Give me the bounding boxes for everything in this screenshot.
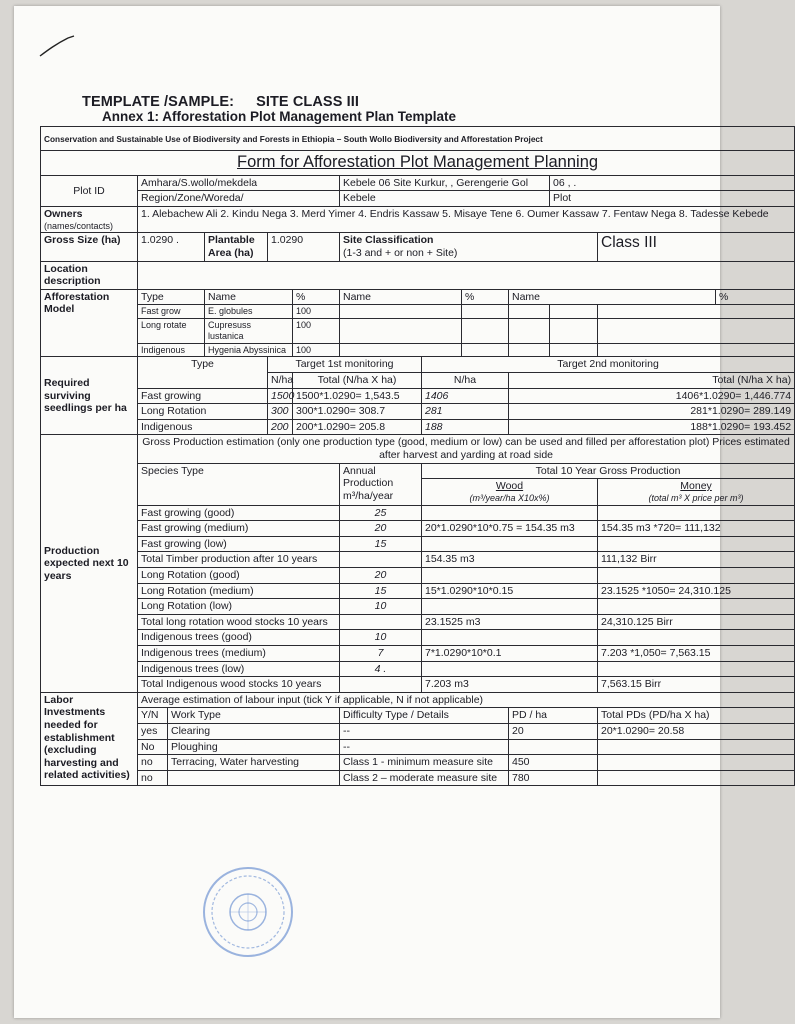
site-classification-sublabel: (1-3 and + or non + Site) [343, 246, 458, 259]
site-class-value: Class III [598, 233, 795, 261]
labor-total [598, 770, 795, 786]
production-row [41, 521, 795, 537]
production-annual [340, 552, 422, 568]
model-species: Hygenia Abyssinica [205, 343, 293, 357]
region-label: Region/Zone/Woreda/ [138, 191, 340, 207]
production-wood [422, 505, 598, 521]
seedling-t2: 188*1.0290= 193.452 [509, 419, 795, 435]
seedling-n1: 300 [268, 404, 293, 420]
annex-title: Annex 1: Afforestation Plot Management Plan Template [102, 109, 457, 124]
labor-difficulty: -- [340, 739, 509, 755]
model-row [41, 343, 795, 357]
wood-unit: (m³/year/ha X10x%) [469, 492, 550, 503]
money-header-cell [598, 479, 795, 505]
plot-id-row [41, 175, 795, 191]
model-row [41, 305, 795, 319]
labor-header-row [41, 708, 795, 724]
nha-header-1: N/ha [268, 373, 293, 389]
model-name-header-2: Name [340, 289, 462, 305]
seedling-t2: 281*1.0290= 289.149 [509, 404, 795, 420]
model-type: Fast grow [138, 305, 205, 319]
wood-header: Wood [495, 480, 524, 493]
labor-pd [509, 739, 598, 755]
production-note-row [41, 435, 795, 463]
model-type-header: Type [138, 289, 205, 305]
seedlings-header-row [41, 357, 795, 373]
owners-label-cell [41, 206, 138, 232]
production-money [598, 568, 795, 584]
labor-difficulty: Class 1 - minimum measure site [340, 755, 509, 771]
production-species: Fast growing (good) [138, 505, 340, 521]
project-title: Conservation and Sustainable Use of Biodiversity and Forests in Ethiopia – South Wollo Biodiversity and Afforestation Project [41, 127, 795, 151]
production-annual: 4 . [340, 661, 422, 677]
production-note: Gross Production estimation (only one production type (good, medium or low) can be used and filled per afforestation plot) Prices estimated after harvest and yarding at road side [138, 435, 795, 463]
model-species: Cupresuss lustanica [205, 319, 293, 344]
production-species: Total long rotation wood stocks 10 years [138, 614, 340, 630]
labor-difficulty: Class 2 – moderate measure site [340, 770, 509, 786]
production-species: Long Rotation (good) [138, 568, 340, 584]
work-type-header: Work Type [168, 708, 340, 724]
seedling-t1: 200*1.0290= 205.8 [293, 419, 422, 435]
production-annual: 7 [340, 645, 422, 661]
production-annual: 15 [340, 536, 422, 552]
production-row [41, 661, 795, 677]
labor-total: 20*1.0290= 20.58 [598, 723, 795, 739]
project-row [41, 127, 795, 151]
production-annual [340, 614, 422, 630]
model-pct: 100 [293, 319, 340, 344]
total-header-1: Total (N/ha X ha) [293, 373, 422, 389]
production-money: 111,132 Birr [598, 552, 795, 568]
seedling-t1: 300*1.0290= 308.7 [293, 404, 422, 420]
document-page [14, 6, 792, 1018]
form-title: Form for Afforestation Plot Management Planning [41, 150, 795, 175]
production-wood [422, 661, 598, 677]
seedling-n2: 1406 [422, 388, 509, 404]
production-money [598, 661, 795, 677]
production-row [41, 536, 795, 552]
owners-sublabel: (names/contacts) [44, 220, 114, 231]
production-row [41, 583, 795, 599]
plot-kebele-value: Kebele 06 Site Kurkur, , Gerengerie Gol [340, 175, 550, 191]
production-species: Indigenous trees (low) [138, 661, 340, 677]
production-money [598, 630, 795, 646]
plantable-area-value: 1.0290 [268, 233, 340, 261]
model-pct-header-3: % [716, 289, 795, 305]
labor-row [41, 723, 795, 739]
production-annual: 15 [340, 583, 422, 599]
labor-total [598, 739, 795, 755]
labor-work: Ploughing [168, 739, 340, 755]
production-species: Indigenous trees (good) [138, 630, 340, 646]
seedling-t1: 1500*1.0290= 1,543.5 [293, 388, 422, 404]
production-row [41, 630, 795, 646]
wood-header-cell [422, 479, 598, 505]
labor-yn: no [138, 755, 168, 771]
model-pct-header: % [293, 289, 340, 305]
production-total-row [41, 614, 795, 630]
production-annual [340, 677, 422, 693]
production-annual: 10 [340, 630, 422, 646]
official-stamp-icon [200, 864, 296, 960]
model-header-row [41, 289, 795, 305]
site-classification-cell [340, 233, 598, 261]
total-production-header: Total 10 Year Gross Production [422, 463, 795, 479]
production-money: 7,563.15 Birr [598, 677, 795, 693]
seedlings-row [41, 404, 795, 420]
site-classification-label: Site Classification [343, 234, 434, 247]
production-wood [422, 630, 598, 646]
production-wood: 7*1.0290*10*0.1 [422, 645, 598, 661]
difficulty-header: Difficulty Type / Details [340, 708, 509, 724]
model-name-header-3: Name [509, 289, 716, 305]
annual-production-header: Annual Production m³/ha/year [340, 463, 422, 505]
seedling-n1: 1500 [268, 388, 293, 404]
money-unit: (total m³ X price per m³) [648, 492, 744, 503]
template-header [82, 94, 359, 110]
labor-work: Terracing, Water harvesting [168, 755, 340, 771]
location-label: Location description [41, 261, 138, 289]
model-species: E. globules [205, 305, 293, 319]
gross-size-value: 1.0290 . [138, 233, 205, 261]
seedling-type: Fast growing [138, 388, 268, 404]
plantable-area-label: Plantable Area (ha) [205, 233, 268, 261]
owners-label: Owners [44, 207, 83, 220]
model-name-header: Name [205, 289, 293, 305]
labor-note: Average estimation of labour input (tick Y if applicable, N if not applicable) [138, 692, 795, 708]
target-2-header: Target 2nd monitoring [422, 357, 795, 373]
species-type-header: Species Type [138, 463, 340, 505]
production-species: Long Rotation (medium) [138, 583, 340, 599]
owners-row [41, 206, 795, 232]
seedling-type: Long Rotation [138, 404, 268, 420]
production-species: Total Indigenous wood stocks 10 years [138, 677, 340, 693]
seedling-t2: 1406*1.0290= 1,446.774 [509, 388, 795, 404]
production-money [598, 536, 795, 552]
production-species: Total Timber production after 10 years [138, 552, 340, 568]
labor-note-row [41, 692, 795, 708]
production-row [41, 645, 795, 661]
production-species: Long Rotation (low) [138, 599, 340, 615]
labor-yn: No [138, 739, 168, 755]
money-header: Money [680, 480, 712, 493]
production-total-row [41, 552, 795, 568]
seedlings-row [41, 388, 795, 404]
production-wood [422, 568, 598, 584]
model-pct-header-2: % [462, 289, 509, 305]
seedling-n2: 188 [422, 419, 509, 435]
production-row [41, 505, 795, 521]
production-header-row [41, 463, 795, 479]
model-pct: 100 [293, 305, 340, 319]
production-money: 154.35 m3 *720= 111,132 [598, 521, 795, 537]
seedling-n2: 281 [422, 404, 509, 420]
total-pds-header: Total PDs (PD/ha X ha) [598, 708, 795, 724]
site-class-label: SITE CLASS III [256, 94, 359, 110]
seedlings-type-header: Type [138, 357, 268, 388]
production-money [598, 599, 795, 615]
seedling-n1: 200 [268, 419, 293, 435]
afforestation-model-label: Afforestation Model [41, 289, 138, 357]
plot-id-label: Plot ID [41, 175, 138, 206]
seedlings-row [41, 419, 795, 435]
production-annual: 20 [340, 568, 422, 584]
production-wood: 154.35 m3 [422, 552, 598, 568]
location-value [138, 261, 795, 289]
labor-row [41, 770, 795, 786]
pd-header: PD / ha [509, 708, 598, 724]
production-total-row [41, 677, 795, 693]
production-wood [422, 536, 598, 552]
model-type: Indigenous [138, 343, 205, 357]
seedlings-label: Required surviving seedlings per ha [41, 357, 138, 435]
production-species: Fast growing (low) [138, 536, 340, 552]
labor-pd: 780 [509, 770, 598, 786]
production-species: Indigenous trees (medium) [138, 645, 340, 661]
location-row [41, 261, 795, 289]
labor-row [41, 755, 795, 771]
production-wood [422, 599, 598, 615]
production-annual: 20 [340, 521, 422, 537]
labor-pd: 20 [509, 723, 598, 739]
production-money: 7.203 *1,050= 7,563.15 [598, 645, 795, 661]
plot-label: Plot [550, 191, 795, 207]
production-row [41, 599, 795, 615]
production-wood: 20*1.0290*10*0.75 = 154.35 m3 [422, 521, 598, 537]
labor-label: Labor Investments needed for establishment (excluding harvesting and related activities) [41, 692, 138, 786]
production-money: 24,310.125 Birr [598, 614, 795, 630]
production-row [41, 568, 795, 584]
production-annual: 10 [340, 599, 422, 615]
template-label: TEMPLATE /SAMPLE: [82, 94, 235, 110]
production-wood: 7.203 m3 [422, 677, 598, 693]
labor-yn: no [138, 770, 168, 786]
owners-value: 1. Alebachew Ali 2. Kindu Nega 3. Merd Yimer 4. Endris Kassaw 5. Misaye Tene 6. Oumer Kassaw 7. Fentaw Nega 8. Tadesse Kebede [138, 206, 795, 232]
plot-location-value: Amhara/S.wollo/mekdela [138, 175, 340, 191]
production-species: Fast growing (medium) [138, 521, 340, 537]
plot-number-value: 06 , . [550, 175, 795, 191]
target-1-header: Target 1st monitoring [268, 357, 422, 373]
production-wood: 23.1525 m3 [422, 614, 598, 630]
model-type: Long rotate [138, 319, 205, 344]
production-money: 23.1525 *1050= 24,310.125 [598, 583, 795, 599]
labor-row [41, 739, 795, 755]
total-header-2: Total (N/ha X ha) [509, 373, 795, 389]
labor-work: Clearing [168, 723, 340, 739]
form-title-row [41, 150, 795, 175]
plot-labels-row [41, 191, 795, 207]
labor-work [168, 770, 340, 786]
seedling-type: Indigenous [138, 419, 268, 435]
pen-mark-icon [38, 34, 78, 60]
kebele-label: Kebele [340, 191, 550, 207]
model-pct: 100 [293, 343, 340, 357]
yn-header: Y/N [138, 708, 168, 724]
production-label: Production expected next 10 years [41, 435, 138, 692]
production-money [598, 505, 795, 521]
model-row [41, 319, 795, 344]
labor-yn: yes [138, 723, 168, 739]
production-wood: 15*1.0290*10*0.15 [422, 583, 598, 599]
production-annual: 25 [340, 505, 422, 521]
nha-header-2: N/ha [422, 373, 509, 389]
labor-difficulty: -- [340, 723, 509, 739]
plan-form-table [40, 126, 795, 786]
labor-total [598, 755, 795, 771]
labor-pd: 450 [509, 755, 598, 771]
gross-size-row [41, 233, 795, 261]
gross-size-label: Gross Size (ha) [41, 233, 138, 261]
